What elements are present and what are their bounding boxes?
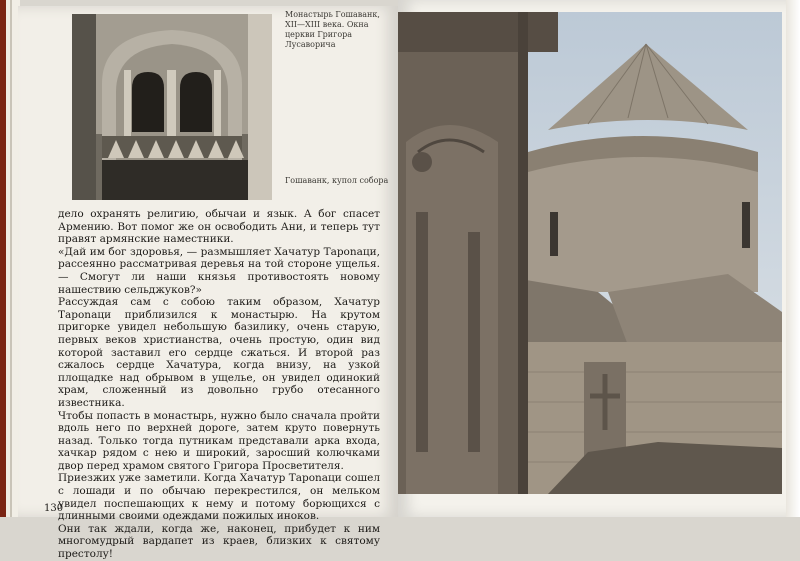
paragraph: «Дай им бог здоровья, — размышляет Хачатур Тароnaци, рассеянно рассматривая деревья на той стороне ущелья. — Смогут ли наши князья противостоять новому нашествию сельджуков?» xyxy=(58,245,380,296)
caption-dome: Гошаванк, купол собора xyxy=(285,176,389,185)
right-page-edge xyxy=(786,0,800,517)
paragraph: Чтобы попасть в монастырь, нужно было сначала пройти вдоль него по верхней дороге, затем круто повернуть назад. Только тогда путникам представали арка входа, хачкар рядом с нею и широкий, заросший колючками двор перед храмом святого Григора Просветителя. xyxy=(58,409,380,472)
body-text xyxy=(58,208,380,561)
paragraph: Рассуждая сам с собою таким образом, Хачатур Тароnaци приблизился к монастырю. На крутом пригорке увидел небольшую базилику, очень старую, первых веков христианства, очень простую, один вид которой заставил его сердце сжаться. И второй раз сжалось сердце Хачатура, когда внизу, на узкой площадке над обрывом в ущелье, он увидел одинокий храм, сложенный из довольно грубо отесанного известника. xyxy=(58,296,380,409)
paragraph: Приезжих уже заметили. Когда Хачатур Тароnaци сошел с лошади и по обычаю перекрестился, он мельком увидел поспешающих к нему и потому борющихся с длинными своими одеждами пожилых иноков. xyxy=(58,472,380,523)
photo-dome xyxy=(398,12,782,494)
book-cover-edge xyxy=(0,0,20,517)
paragraph: дело охранять религию, обычаи и язык. А бог спасет Армению. Вот помог же он освободить Ани, и теперь тут правят армянские наместники. xyxy=(58,208,380,246)
page-number: 130 xyxy=(44,503,64,514)
photo-church-windows xyxy=(72,14,272,200)
caption-church-windows: Монастырь Гошаванк, XII—XIII века. Окна церкви Григора Лусаворича xyxy=(285,10,380,49)
paragraph: Они так ждали, когда же, наконец, прибудет к ним многомудрый вардапет из краев, близких к святому престолу! xyxy=(58,522,380,561)
